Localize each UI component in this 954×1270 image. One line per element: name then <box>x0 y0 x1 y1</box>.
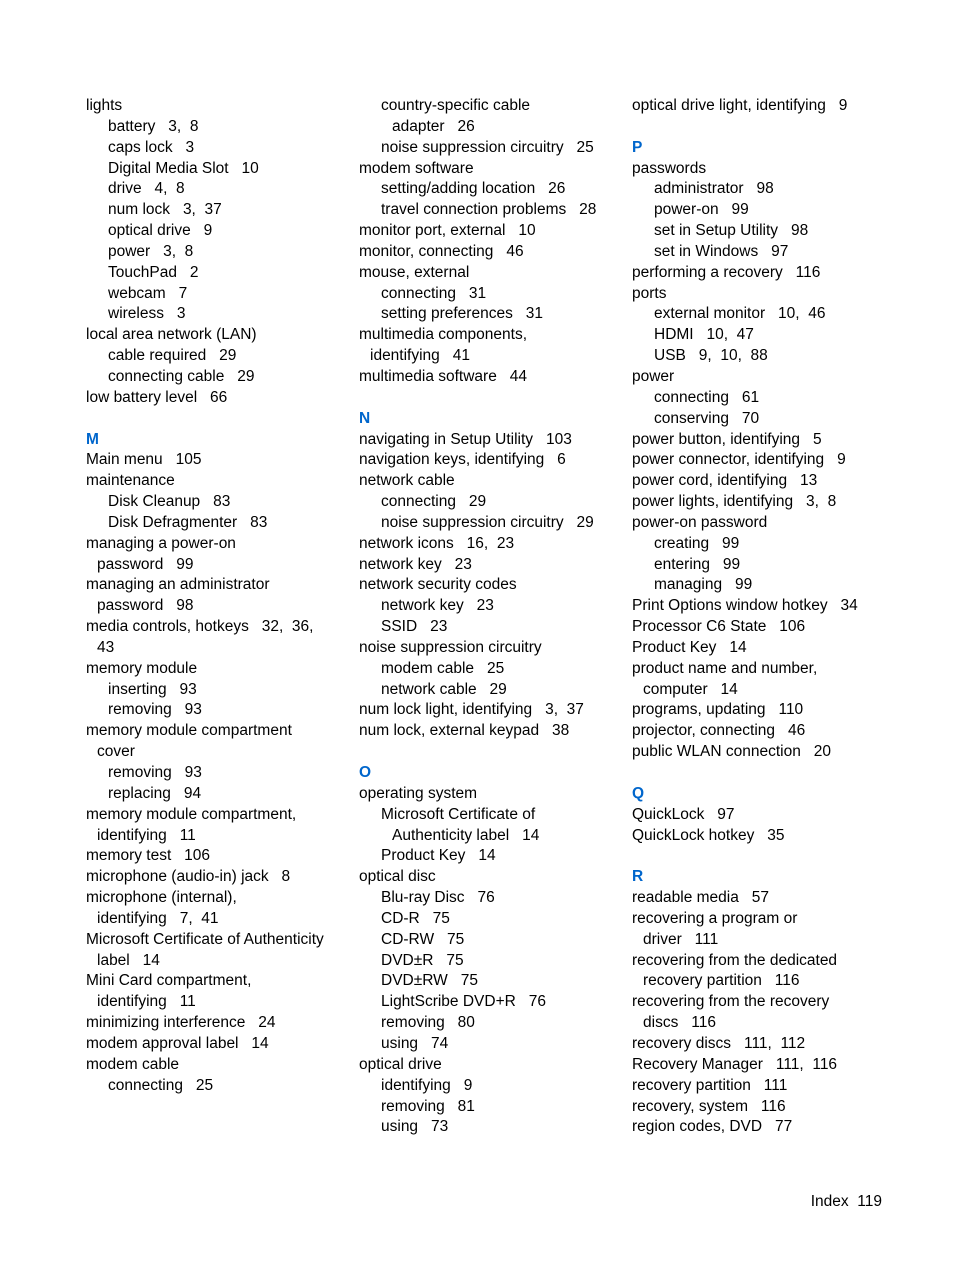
index-entry: Mini Card compartment, <box>86 972 252 990</box>
index-entry: public WLAN connection 20 <box>632 743 832 761</box>
index-entry: microphone (internal), <box>86 889 237 907</box>
index-entry: programs, updating 110 <box>632 701 804 719</box>
index-subentry: setting preferences 31 <box>381 305 543 323</box>
index-subentry: DVD±RW 75 <box>381 972 478 990</box>
index-entry: modem software <box>359 159 474 177</box>
index-subentry: Blu-ray Disc 76 <box>381 889 495 907</box>
index-subentry: CD-RW 75 <box>381 930 465 948</box>
index-entry: num lock, external keypad 38 <box>359 722 570 740</box>
index-entry: power cord, identifying 13 <box>632 472 818 490</box>
index-subentry: USB 9, 10, 88 <box>654 347 768 365</box>
index-subentry: removing 93 <box>108 701 202 719</box>
index-column-2 <box>359 96 621 1138</box>
index-entry: network security codes <box>359 576 517 594</box>
index-subentry: network cable 29 <box>381 680 507 698</box>
index-entry: power <box>632 367 675 385</box>
index-entry: recovering a program or <box>632 909 798 927</box>
section-letter: O <box>359 764 372 781</box>
index-entry-continuation: Authenticity label 14 <box>392 826 540 844</box>
index-subentry: noise suppression circuitry 29 <box>381 513 594 531</box>
index-subentry: using 74 <box>381 1034 449 1052</box>
index-subentry: LightScribe DVD+R 76 <box>381 993 546 1011</box>
index-subentry: creating 99 <box>654 534 740 552</box>
index-entry: power lights, identifying 3, 8 <box>632 493 837 511</box>
index-entry: memory test 106 <box>86 847 211 865</box>
index-entry: multimedia components, <box>359 326 527 344</box>
index-subentry: removing 81 <box>381 1097 475 1115</box>
index-subentry: drive 4, 8 <box>108 180 185 198</box>
index-subentry: identifying 9 <box>381 1076 473 1094</box>
index-entry: num lock light, identifying 3, 37 <box>359 701 584 719</box>
index-subentry: caps lock 3 <box>108 138 195 156</box>
index-column-1 <box>86 96 348 1097</box>
index-entry: optical disc <box>359 868 436 886</box>
index-entry-continuation: cover <box>97 743 135 761</box>
index-entry: recovery partition 111 <box>632 1076 788 1094</box>
index-subentry: set in Setup Utility 98 <box>654 222 809 240</box>
index-subentry: num lock 3, 37 <box>108 201 222 219</box>
index-entry: passwords <box>632 159 707 177</box>
index-entry: product name and number, <box>632 659 818 677</box>
index-entry: monitor, connecting 46 <box>359 242 524 260</box>
index-entry: optical drive light, identifying 9 <box>632 97 848 114</box>
index-entry-continuation: recovery partition 116 <box>643 972 800 990</box>
index-subentry: network key 23 <box>381 597 494 615</box>
index-column-3 <box>632 96 894 1138</box>
index-entry-continuation: identifying 41 <box>370 347 470 365</box>
index-subentry: using 73 <box>381 1118 449 1136</box>
index-subentry: inserting 93 <box>108 680 197 698</box>
index-subentry: HDMI 10, 47 <box>654 326 754 344</box>
index-entry: memory module compartment, <box>86 805 297 823</box>
index-entry: readable media 57 <box>632 889 770 907</box>
index-entry: modem approval label 14 <box>86 1034 269 1052</box>
index-entry: managing a power-on <box>86 534 236 552</box>
index-entry: power-on password <box>632 513 768 531</box>
index-subentry: Disk Cleanup 83 <box>108 493 231 511</box>
footer-label: Index <box>810 1193 849 1210</box>
index-entry-continuation: identifying 11 <box>97 993 196 1011</box>
section-letter: P <box>632 138 643 156</box>
index-subentry: connecting 31 <box>381 284 487 302</box>
index-subentry: removing 80 <box>381 1014 475 1032</box>
index-subentry: connecting 29 <box>381 493 487 511</box>
index-subentry: Digital Media Slot 10 <box>108 159 259 177</box>
index-entry: microphone (audio-in) jack 8 <box>86 868 291 886</box>
index-entry: maintenance <box>86 472 175 490</box>
index-entry: network icons 16, 23 <box>359 534 515 552</box>
index-entry-continuation: label 14 <box>97 951 160 969</box>
index-subentry: set in Windows 97 <box>654 242 789 260</box>
section-gap <box>632 117 894 138</box>
index-subentry: webcam 7 <box>108 284 188 302</box>
index-entry-continuation: adapter 26 <box>392 117 475 135</box>
section-gap <box>632 763 894 784</box>
index-entry: Main menu 105 <box>86 451 202 469</box>
index-entry: mouse, external <box>359 263 470 281</box>
index-entry-continuation: discs 116 <box>643 1014 716 1032</box>
index-subentry: managing 99 <box>654 576 753 594</box>
index-entry: Print Options window hotkey 34 <box>632 597 858 615</box>
index-subentry: travel connection problems 28 <box>381 201 597 219</box>
index-entry: QuickLock hotkey 35 <box>632 826 785 844</box>
index-entry: QuickLock 97 <box>632 805 735 823</box>
index-subentry: battery 3, 8 <box>108 117 199 135</box>
index-entry-continuation: password 98 <box>97 597 194 615</box>
index-entry: managing an administrator <box>86 576 270 594</box>
index-entry: noise suppression circuitry <box>359 638 542 656</box>
index-entry: recovery discs 111, 112 <box>632 1034 806 1052</box>
index-entry: network cable <box>359 472 455 490</box>
index-subentry: modem cable 25 <box>381 659 505 677</box>
index-entry: power connector, identifying 9 <box>632 451 846 469</box>
index-entry: recovery, system 116 <box>632 1097 786 1115</box>
index-entry: memory module <box>86 659 198 677</box>
index-subentry: DVD±R 75 <box>381 951 464 969</box>
index-subentry: optical drive 9 <box>108 222 213 240</box>
index-subentry: setting/adding location 26 <box>381 180 566 198</box>
index-subentry: cable required 29 <box>108 347 237 365</box>
section-letter: Q <box>632 784 645 802</box>
index-entry: navigating in Setup Utility 103 <box>359 430 572 448</box>
index-entry-continuation: password 99 <box>97 555 194 573</box>
index-subentry: Microsoft Certificate of <box>381 805 536 823</box>
section-letter: M <box>86 430 99 448</box>
index-entry: monitor port, external 10 <box>359 222 536 240</box>
index-subentry: SSID 23 <box>381 618 448 636</box>
index-subentry: Disk Defragmenter 83 <box>108 513 268 531</box>
index-entry-continuation: computer 14 <box>643 680 738 698</box>
index-entry: ports <box>632 284 667 302</box>
section-gap <box>632 846 894 867</box>
index-entry: Recovery Manager 111, 116 <box>632 1055 838 1073</box>
index-entry: local area network (LAN) <box>86 326 257 344</box>
section-gap <box>359 388 621 409</box>
index-subentry: connecting 25 <box>108 1076 214 1094</box>
index-entry: low battery level 66 <box>86 388 228 406</box>
index-entry-continuation: 43 <box>97 638 115 656</box>
index-entry: multimedia software 44 <box>359 367 527 385</box>
index-entry: recovering from the recovery <box>632 993 830 1011</box>
index-entry: region codes, DVD 77 <box>632 1118 793 1136</box>
index-entry: Product Key 14 <box>632 638 747 656</box>
index-subentry: entering 99 <box>654 555 741 573</box>
index-subentry: external monitor 10, 46 <box>654 305 826 323</box>
index-entry: Microsoft Certificate of Authenticity <box>86 930 324 948</box>
index-entry: memory module compartment <box>86 722 292 740</box>
section-letter: N <box>359 409 371 427</box>
index-entry: performing a recovery 116 <box>632 263 821 281</box>
index-entry: network key 23 <box>359 555 472 573</box>
index-entry-continuation: identifying 7, 41 <box>97 909 219 927</box>
index-subentry: noise suppression circuitry 25 <box>381 138 594 156</box>
index-subentry: CD-R 75 <box>381 909 450 927</box>
index-subentry: administrator 98 <box>654 180 774 198</box>
index-entry: minimizing interference 24 <box>86 1014 276 1032</box>
index-subentry: connecting 61 <box>654 388 760 406</box>
index-entry-continuation: identifying 11 <box>97 826 196 844</box>
index-subentry: Product Key 14 <box>381 847 496 865</box>
index-subentry: wireless 3 <box>108 305 186 323</box>
index-entry: Processor C6 State 106 <box>632 618 806 636</box>
index-entry: modem cable <box>86 1055 180 1073</box>
section-gap <box>86 409 348 430</box>
page-footer <box>700 1192 882 1212</box>
index-subentry: country-specific cable <box>381 97 531 114</box>
page-number: 119 <box>857 1193 882 1210</box>
index-entry: navigation keys, identifying 6 <box>359 451 566 469</box>
index-subentry: connecting cable 29 <box>108 367 255 385</box>
index-entry: lights <box>86 97 123 114</box>
section-gap <box>359 742 621 763</box>
index-subentry: power 3, 8 <box>108 242 194 260</box>
index-entry: operating system <box>359 784 478 802</box>
index-subentry: removing 93 <box>108 764 202 781</box>
index-entry: optical drive <box>359 1055 442 1073</box>
index-entry: power button, identifying 5 <box>632 430 822 448</box>
section-letter: R <box>632 868 644 886</box>
index-entry: media controls, hotkeys 32, 36, <box>86 618 314 636</box>
index-entry-continuation: driver 111 <box>643 930 719 948</box>
index-entry: projector, connecting 46 <box>632 722 806 740</box>
index-subentry: replacing 94 <box>108 784 202 802</box>
index-subentry: conserving 70 <box>654 409 760 427</box>
index-subentry: power-on 99 <box>654 201 749 219</box>
index-entry: recovering from the dedicated <box>632 951 838 969</box>
index-subentry: TouchPad 2 <box>108 263 199 281</box>
